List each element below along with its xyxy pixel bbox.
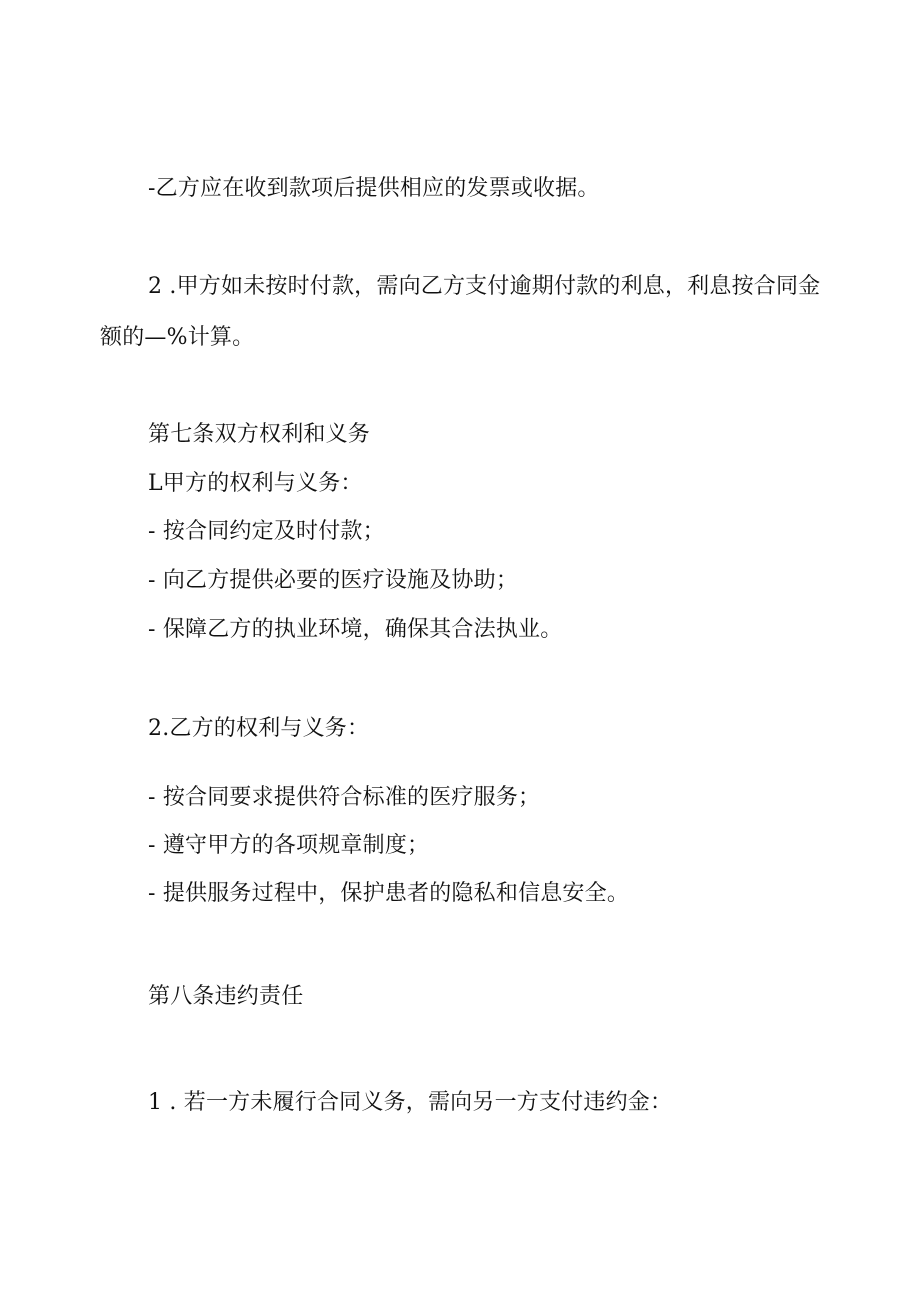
late-interest-item-line1: 2 .甲方如未按时付款，需向乙方支付逾期付款的利息，利息按合同金: [148, 274, 821, 299]
party-a-item-1: - 按合同约定及时付款；: [148, 519, 385, 544]
party-b-item-1: - 按合同要求提供符合标准的医疗服务；: [148, 785, 541, 810]
payment-receipt-note: -乙方应在收到款项后提供相应的发票或收据。: [148, 176, 600, 201]
late-interest-item-line2: 额的—%计算。: [100, 325, 255, 350]
article8-item-1: 1 . 若一方未履行合同义务，需向另一方支付违约金：: [148, 1090, 673, 1115]
party-a-item-3: - 保障乙方的执业环境，确保其合法执业。: [148, 617, 563, 642]
party-b-rights-title: 2.乙方的权利与义务：: [148, 716, 370, 741]
party-b-item-2: - 遵守甲方的各项规章制度；: [148, 833, 430, 858]
party-a-item-2: - 向乙方提供必要的医疗设施及协助；: [148, 568, 519, 593]
article7-heading: 第七条双方权利和义务: [148, 422, 371, 447]
party-b-item-3: - 提供服务过程中，保护患者的隐私和信息安全。: [148, 881, 630, 906]
article8-heading: 第八条违约责任: [148, 984, 304, 1009]
party-a-rights-title: L甲方的权利与义务：: [148, 471, 363, 496]
